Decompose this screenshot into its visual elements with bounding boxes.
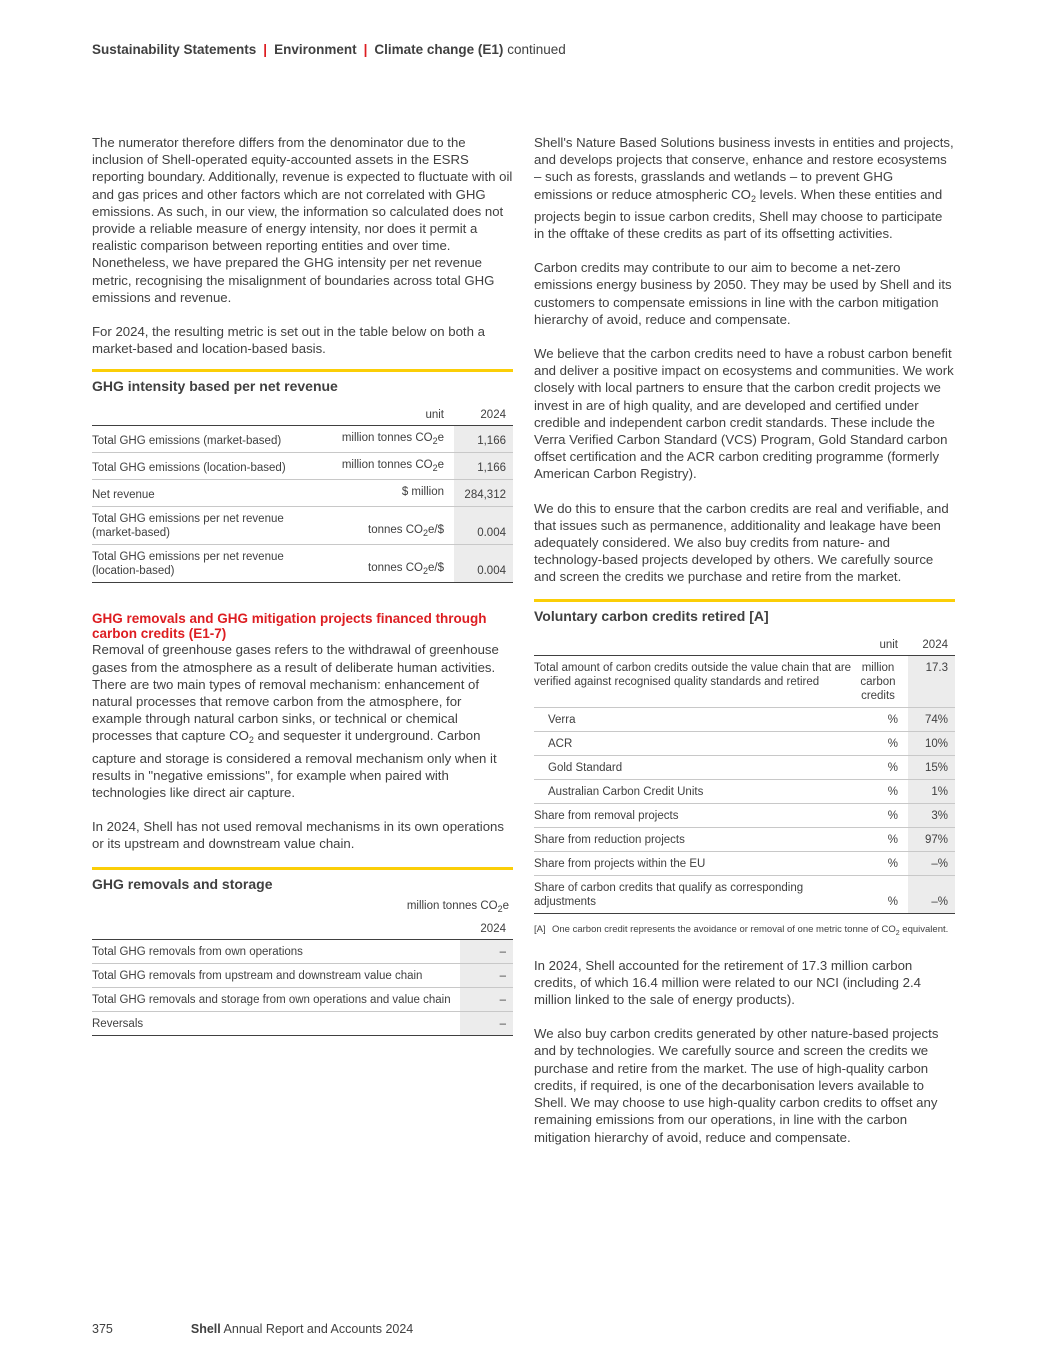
table-row <box>92 963 513 987</box>
paragraph: Shell's Nature Based Solutions business invests in entities and projects, and develops projects that conserve, enhance and restore ecosystems – such as forests, grasslands and wetlands – to prevent GHG emissions or reduce atmospheric $CO_2$ levels. When these entities and projects begin to issue carbon credits, Shell may choose to participate in the offtake of these credits as part of its offsetting activities. <box>534 135 954 242</box>
document-title: Annual Report and Accounts 2024 <box>223 1322 414 1336</box>
table-row <box>92 480 513 507</box>
row-value: 284,312 <box>454 480 513 507</box>
row-unit: million tonnes $CO_2e$ <box>329 426 454 453</box>
row-label: Total GHG removals and storage from own operations and value chain <box>92 987 460 1011</box>
row-label: Verra <box>534 707 858 731</box>
row-value: – <box>460 1011 513 1035</box>
page-number: 375 <box>92 1322 113 1336</box>
row-unit: % <box>858 851 908 875</box>
row-label: Gold Standard <box>534 755 858 779</box>
table-unit-label: million tonnes $CO_2e$ <box>406 899 509 914</box>
row-value: 1,166 <box>454 453 513 480</box>
breadcrumb-separator: | <box>363 42 368 57</box>
row-value: –% <box>908 851 955 875</box>
table-row <box>534 875 955 913</box>
row-value: 0.004 <box>454 507 513 545</box>
row-unit: tonnes $CO_2e/\$$ <box>329 507 454 545</box>
credits-table-body <box>534 655 955 913</box>
row-unit: % <box>858 731 908 755</box>
table-row <box>92 453 513 480</box>
row-value: 3% <box>908 803 955 827</box>
paragraph: Removal of greenhouse gases refers to the withdrawal of greenhouse gases from the atmosphere as a result of deliberate human activities. There are two main types of removal mechanism: enhancement of natural processes that remove carbon from the atmosphere, for example through natural carbon sinks, or technical or chemical processes that capture $CO_2$ and sequester it underground. Carbon capture and storage is considered a removal mechanism only when it results in "negative emissions", for example when paired with technologies like direct air capture. <box>92 642 499 801</box>
table-row <box>534 851 955 875</box>
row-unit: % <box>858 803 908 827</box>
row-label: Total GHG emissions (market-based) <box>92 426 329 453</box>
table-row <box>92 987 513 1011</box>
breadcrumb-suffix: continued <box>507 42 566 57</box>
table-row <box>534 779 955 803</box>
row-value: – <box>460 963 513 987</box>
row-value: – <box>460 939 513 963</box>
table-title: GHG intensity based per net revenue <box>92 378 338 395</box>
row-label: ACR <box>534 731 858 755</box>
row-unit: % <box>858 707 908 731</box>
column-header-unit: unit <box>425 409 444 422</box>
table-header-row <box>534 634 955 656</box>
row-unit: million carbon credits <box>858 655 908 707</box>
paragraph: The numerator therefore differs from the denominator due to the inclusion of Shell-operated equity-accounted assets in the ESRS reporting boundary. Additionally, revenue is expected to fluctuate with oil and gas prices and other factors which are not correlated with GHG emissions. As such, in our view, the information so calculated does not provide a reliable measure of energy intensity, nor does it permit a realistic comparison between reporting entities and over time. Nonetheless, we have prepared the GHG intensity per net revenue metric, recognising the misalignment of boundaries across total GHG emissions and revenue. <box>92 135 513 305</box>
row-label: Net revenue <box>92 480 329 507</box>
storage-table-block <box>92 867 513 1036</box>
column-header-year: 2024 <box>480 409 506 422</box>
table-row <box>92 545 513 583</box>
row-unit: % <box>858 755 908 779</box>
credits-table <box>534 634 955 914</box>
row-label: Share from reduction projects <box>534 827 858 851</box>
table-row <box>534 707 955 731</box>
row-value: –% <box>908 875 955 913</box>
intensity-table-body <box>92 426 513 583</box>
intensity-table-block <box>92 369 513 583</box>
row-value: 97% <box>908 827 955 851</box>
table-header-row <box>92 918 513 940</box>
row-unit: % <box>858 827 908 851</box>
credits-table-block <box>534 599 955 940</box>
row-label: Total amount of carbon credits outside the value chain that are verified against recognised quality standards and retired <box>534 655 858 707</box>
column-header-unit: unit <box>879 638 898 651</box>
paragraph: We do this to ensure that the carbon credits are real and verifiable, and that issues such as permanence, additionality and leakage have been adequately considered. We also buy credits from nature- and technology-based projects developed by others. We carefully source and screen the credits we purchase and retire from the market. <box>534 500 949 585</box>
table-footnote: [A] One carbon credit represents the avoidance or removal of one metric tonne of $CO_2$ equivalent. <box>534 924 955 940</box>
row-value: 1% <box>908 779 955 803</box>
breadcrumb-section[interactable]: Sustainability Statements <box>92 42 257 57</box>
table-header-row <box>92 404 513 426</box>
storage-table-body <box>92 939 513 1035</box>
column-header-year: 2024 <box>922 638 948 651</box>
breadcrumb-separator: | <box>263 42 268 57</box>
section-heading: GHG removals and GHG mitigation projects financed through carbon credits (E1-7) <box>92 611 487 642</box>
paragraph: We also buy carbon credits generated by other nature-based projects and by technologies. We carefully source and screen the credits we purchase and retire from the market. The use of high-quality carbon credits, if required, is one of the decarbonisation levers available to Shell. We may choose to use high-quality carbon credits to offset any remaining emissions from our operations, in line with the carbon mitigation hierarchy of avoid, reduce and compensate. <box>534 1026 939 1145</box>
table-row <box>92 426 513 453</box>
table-row <box>534 731 955 755</box>
row-label: Total GHG removals from own operations <box>92 939 460 963</box>
brand-name: Shell <box>190 1322 221 1336</box>
storage-table <box>92 918 513 1036</box>
left-column <box>92 134 513 1036</box>
row-label: Australian Carbon Credit Units <box>534 779 858 803</box>
paragraph: In 2024, Shell has not used removal mechanisms in its own operations or its upstream and downstream value chain. <box>92 819 504 852</box>
table-title: GHG removals and storage <box>92 875 273 892</box>
row-value: 10% <box>908 731 955 755</box>
table-row <box>534 827 955 851</box>
paragraph: We believe that the carbon credits need to have a robust carbon benefit and deliver a positive impact on ecosystems and communities. We work closely with local partners to ensure that the carbon credit projects we invest in are of high quality, and are developed and certified under credible and independent carbon credit standards. These include the Verra Verified Carbon Standard (VCS) Program, Gold Standard carbon offset certification and the ACR carbon crediting programme (formerly American Carbon Registry). <box>534 346 954 482</box>
row-unit: % <box>858 875 908 913</box>
row-label: Share from removal projects <box>534 803 858 827</box>
right-column <box>534 134 955 1163</box>
row-value: 74% <box>908 707 955 731</box>
row-unit: million tonnes $CO_2e$ <box>329 453 454 480</box>
column-header-year: 2024 <box>480 922 506 935</box>
row-label: Total GHG emissions per net revenue (market-based) <box>92 507 329 545</box>
paragraph: In 2024, Shell accounted for the retirement of 17.3 million carbon credits, of which 16.4 million were related to our NCI (including 2.4 million linked to the sale of energy products). <box>534 957 922 1008</box>
row-label: Reversals <box>92 1011 460 1035</box>
table-row <box>534 655 955 707</box>
intensity-table <box>92 404 513 583</box>
row-label: Total GHG removals from upstream and downstream value chain <box>92 963 460 987</box>
row-label: Share from projects within the EU <box>534 851 858 875</box>
table-row <box>92 1011 513 1035</box>
row-value: 1,166 <box>454 426 513 453</box>
row-unit: $ million <box>329 480 454 507</box>
table-row <box>534 803 955 827</box>
table-row <box>92 507 513 545</box>
paragraph: For 2024, the resulting metric is set out in the table below on both a market-based and location-based basis. <box>92 324 485 357</box>
table-title: Voluntary carbon credits retired [A] <box>534 607 769 624</box>
breadcrumb <box>92 42 566 57</box>
row-unit: tonnes $CO_2e/\$$ <box>329 545 454 583</box>
row-label: Total GHG emissions per net revenue (location-based) <box>92 545 329 583</box>
page-footer <box>92 1322 413 1336</box>
breadcrumb-topic[interactable]: Climate change (E1) <box>374 42 504 57</box>
table-row <box>534 755 955 779</box>
row-label: Total GHG emissions (location-based) <box>92 453 329 480</box>
row-value: 15% <box>908 755 955 779</box>
table-row <box>92 939 513 963</box>
paragraph: Carbon credits may contribute to our aim to become a net-zero emissions energy business by 2050. They may be used by Shell and its customers to compensate emissions in line with the carbon mitigation hierarchy of avoid, reduce and compensate. <box>534 260 952 327</box>
row-value: – <box>460 987 513 1011</box>
row-label: Share of carbon credits that qualify as corresponding adjustments <box>534 875 858 913</box>
footnote-key: [A] <box>534 923 546 935</box>
row-unit: % <box>858 779 908 803</box>
breadcrumb-subsection[interactable]: Environment <box>274 42 357 57</box>
row-value: 17.3 <box>908 655 955 707</box>
row-value: 0.004 <box>454 545 513 583</box>
